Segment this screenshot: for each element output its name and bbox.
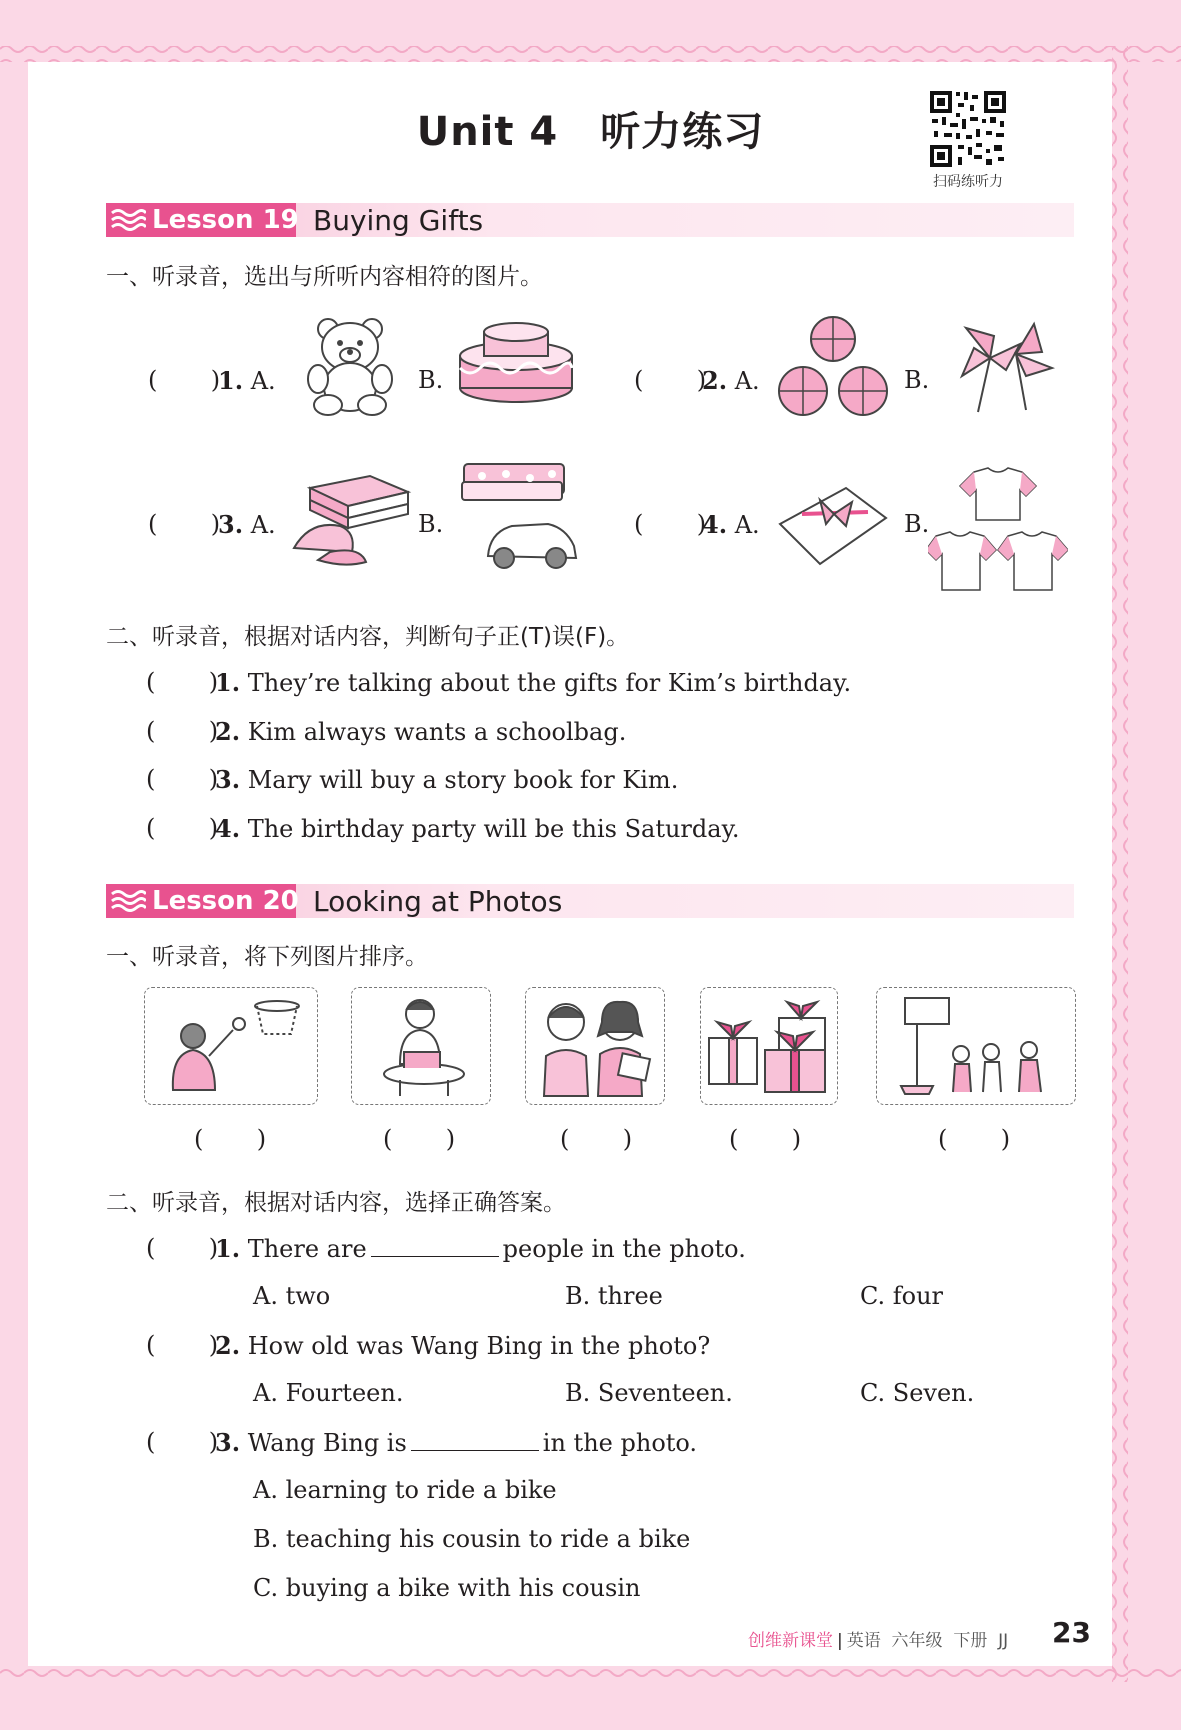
mc-2-option-b[interactable]: B. Seventeen. — [565, 1379, 733, 1407]
answer-blank-19-tf-2[interactable]: ( ) — [146, 717, 219, 745]
order-blank-5[interactable]: ( ) — [938, 1125, 1011, 1153]
option-19-3-b: B. — [418, 510, 444, 538]
clothes-and-toy-car-icon[interactable] — [458, 460, 584, 576]
balls-icon[interactable] — [776, 315, 890, 419]
t-shirts-icon[interactable] — [928, 466, 1068, 598]
kids-basketball-hoop-icon — [883, 992, 1069, 1100]
order-blank-1[interactable]: ( ) — [194, 1125, 267, 1153]
answer-blank-19-4[interactable]: ( ) — [634, 510, 707, 538]
gift-boxes-icon — [705, 992, 833, 1100]
picture-box-5[interactable] — [876, 987, 1076, 1105]
picture-box-1[interactable] — [144, 987, 318, 1105]
picture-box-4[interactable] — [700, 987, 838, 1105]
lesson-20-title: Looking at Photos — [313, 885, 563, 918]
question-19-1: 1. A. — [218, 366, 276, 395]
question-19-3: 3. A. — [218, 510, 276, 539]
tf-question-3: 3. Mary will buy a story book for Kim. — [215, 765, 679, 794]
lesson-19-tag: Lesson 19 — [106, 203, 296, 237]
option-19-4-b: B. — [904, 510, 930, 538]
tf-question-4: 4. The birthday party will be this Saturday. — [215, 814, 740, 843]
order-blank-4[interactable]: ( ) — [729, 1125, 802, 1153]
mc-question-3: 3. Wang Bing is in the photo. — [215, 1428, 698, 1457]
qr-caption: 扫码练听力 — [933, 174, 1003, 190]
waves-icon — [110, 207, 146, 233]
page-number: 23 — [1052, 1616, 1091, 1649]
mc-1-option-b[interactable]: B. three — [565, 1282, 663, 1310]
pinwheels-icon[interactable] — [952, 318, 1056, 414]
answer-blank-19-tf-3[interactable]: ( ) — [146, 765, 219, 793]
mc-3-option-c[interactable]: C. buying a bike with his cousin — [253, 1574, 641, 1602]
mc-3-option-b[interactable]: B. teaching his cousin to ride a bike — [253, 1525, 691, 1553]
answer-blank-19-tf-4[interactable]: ( ) — [146, 814, 219, 842]
tf-question-1: 1. They’re talking about the gifts for Kim’s birthday. — [215, 668, 852, 697]
answer-blank-19-2[interactable]: ( ) — [634, 366, 707, 394]
answer-blank-20-3[interactable]: ( ) — [146, 1428, 219, 1456]
two-kids-icon — [532, 992, 658, 1100]
fill-blank[interactable] — [371, 1236, 499, 1257]
books-and-cap-icon[interactable] — [290, 466, 414, 570]
option-19-1-b: B. — [418, 366, 444, 394]
teddy-bear-icon[interactable] — [298, 315, 402, 417]
answer-blank-19-tf-1[interactable]: ( ) — [146, 668, 219, 696]
mc-3-option-a[interactable]: A. learning to ride a bike — [253, 1476, 557, 1504]
lesson-19-part2-heading: 二、听录音，根据对话内容，判断句子正(T)误(F)。 — [106, 624, 630, 650]
page-title: Unit 4 听力练习 — [416, 109, 765, 155]
lesson-19-part1-heading: 一、听录音，选出与所听内容相符的图片。 — [106, 264, 543, 290]
waves-icon — [110, 888, 146, 914]
mc-2-option-c[interactable]: C. Seven. — [860, 1379, 975, 1407]
answer-blank-20-2[interactable]: ( ) — [146, 1331, 219, 1359]
tf-question-2: 2. Kim always wants a schoolbag. — [215, 717, 627, 746]
question-19-2: 2. A. — [702, 366, 760, 395]
order-blank-2[interactable]: ( ) — [383, 1125, 456, 1153]
lesson-20-tag: Lesson 20 — [106, 884, 296, 918]
answer-blank-19-1[interactable]: ( ) — [148, 366, 221, 394]
qr-code-icon[interactable] — [928, 89, 1008, 169]
card-icon[interactable] — [776, 484, 890, 568]
mc-1-option-a[interactable]: A. two — [253, 1282, 331, 1310]
lesson-20-part2-heading: 二、听录音，根据对话内容，选择正确答案。 — [106, 1190, 566, 1216]
page-sheet — [28, 62, 1112, 1666]
mc-question-1: 1. There are people in the photo. — [215, 1234, 746, 1263]
footer-info: 创维新课堂 | 英语 六年级 下册 JJ — [748, 1631, 1009, 1651]
mc-2-option-a[interactable]: A. Fourteen. — [253, 1379, 404, 1407]
fill-blank[interactable] — [411, 1430, 539, 1451]
lesson-20-part1-heading: 一、听录音，将下列图片排序。 — [106, 944, 428, 970]
mc-1-option-c[interactable]: C. four — [860, 1282, 944, 1310]
order-blank-3[interactable]: ( ) — [560, 1125, 633, 1153]
boy-with-cake-icon — [360, 994, 482, 1098]
answer-blank-20-1[interactable]: ( ) — [146, 1234, 219, 1262]
option-19-2-b: B. — [904, 366, 930, 394]
answer-blank-19-3[interactable]: ( ) — [148, 510, 221, 538]
cake-icon[interactable] — [456, 318, 576, 404]
mc-question-2: 2. How old was Wang Bing in the photo? — [215, 1331, 711, 1360]
lesson-19-title: Buying Gifts — [313, 204, 484, 237]
basketball-player-icon — [153, 994, 309, 1098]
picture-box-2[interactable] — [351, 987, 491, 1105]
picture-box-3[interactable] — [525, 987, 665, 1105]
question-19-4: 4. A. — [702, 510, 760, 539]
